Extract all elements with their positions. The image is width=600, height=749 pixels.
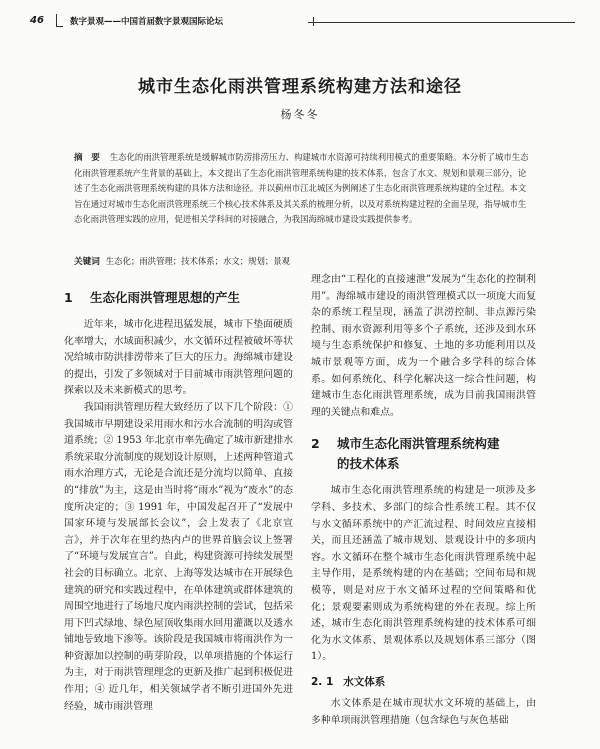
section-1-heading (64, 288, 293, 308)
abstract-text: 生态化的雨洪管理系统是缓解城市防涝排涝压力、构建城市水资源可持续利用模式的重要策略。本分析了城市生态化雨洪管理系统产生背景的基础上，本文提出了生态化雨洪管理系统构建的技术体系，包含了水文、规划和景观三部分，论述了生态化雨洪管理系统构建的具体方法和途径。并以蓟州市江北城区为例阐述了生态化雨洪管理系统构建的全过程。本文旨在通过对城市生态化雨洪管理系统三个核心技术体系及其关系的梳理分析，以及对系统构建过程的全面呈现，指导城市生态化雨洪管理实践的应用，促进相关学科间的对接融合，为我国海绵城市建设实践提供参考。 (74, 152, 529, 224)
header-tick (313, 17, 314, 26)
section-2-title-line1: 城市生态化雨洪管理系统构建 (337, 436, 500, 452)
keywords-text: 生态化；雨洪管理；技术体系；水文；规划；景观 (105, 256, 291, 266)
header-bracket (56, 14, 63, 27)
subsection-2-1-number: 2. 1 (311, 675, 334, 688)
section-2-heading (311, 434, 536, 474)
header-rule (308, 22, 575, 23)
right-column (311, 272, 536, 730)
page-number: 46 (30, 15, 44, 26)
subsection-2-1-paragraph: 水文体系是在城市现状水文环境的基础上，由多种单项雨洪管理措施（包含绿色与灰色基础 (311, 698, 536, 727)
section-1-title: 生态化雨洪管理思想的产生 (90, 290, 241, 305)
keywords (74, 255, 534, 267)
author: 杨冬冬 (280, 108, 320, 121)
abstract (74, 150, 534, 227)
subsection-2-1-title: 水文体系 (343, 675, 386, 688)
section-1-paragraph-1: 近年来，城市化进程迅猛发展，城市下垫面硬质化率增大，水域面积减少，水文循环过程被破坏等状况给城市防洪排涝带来了巨大的压力。海绵城市建设的提出，引发了多领域对于目前城市雨洪管理问题的探索以及未来新模式的思考。 (64, 319, 293, 397)
left-column (64, 317, 293, 715)
paper-title: 城市生态化雨洪管理系统构建方法和途径 (138, 77, 462, 97)
section-1-number: 1 (64, 290, 73, 305)
section-1-paragraph-2: 我国雨洪管理历程大致经历了以下几个阶段：① 我国城市早期建设采用雨水和污水合流制的明沟或管道系统；② 1953 年北京市率先确定了城市新建排水系统采取分流制度的规划设计原则，上述两种管道式雨水治理方式，无论是合流还是分流均以简单、直接的“排放”为主，这是由当时将“雨水”视为“废水”的态度所决定的；③ 1991 年，中国发起召开了“发展中国家环境与发展部长会议”，会上发表了《北京宣言》，并于次年在里约热内卢的世界首脑会议上签署了“环境与发展宣言”。自此，构建资源可持续发展型社会的目标确立。北京、上海等发达城市在开展绿色建筑的研究和实践过程中，在单体建筑或群体建筑的周围空地进行了场地尺度内雨洪控制的尝试，包括采用下凹式绿地、绿色屋顶收集雨水回用灌溉以及透水铺地등致地下渗等。该阶段是我国城市将雨洪作为一种资源加以控制的萌芽阶段，以单项措施的个体运行为主，对于雨洪管理理念的更新及推广起到积极促进作用；④ 近几年，相关领域学者不断引进国外先进经验，城市雨洪管理 (64, 401, 293, 712)
running-title: 数字景观——中国首届数字景观国际论坛 (70, 17, 224, 27)
section-2-number: 2 (311, 436, 320, 452)
subsection-2-1-heading (311, 674, 536, 691)
section-2-paragraph: 城市生态化雨洪管理系统的构建是一项涉及多学科、多技术、多部门的综合性系统工程。其不仅与水文循环系统中的产汇流过程、时间效应直接相关，而且还涵盖了城市规划、景观设计中的多项内容。水文循环在整个城市生态化雨洪管理系统中起主导作用，是系统构建的内在基础；空间布局和规模等，则是对应于水文循环过程的空间策略和优化；景观要素则成为系统构建的外在表现。综上所述，城市生态化雨洪管理系统构建的技术体系可细化为水文体系、景观体系以及规划体系三部分（图 1）。 (311, 485, 536, 663)
continuation-paragraph: 理念由“工程化的直接速泄”发展为“生态化的控制利用”。海绵城市建设的雨洪管理模式以一项庞大而复杂的系统工程呈现，涵盖了洪涝控制、非点源污染控制、雨水资源利用等多个子系统，还涉及到水环境与生态系统保护和修复、土地的多功能利用以及城市景观等方面，成为一个融合多学科的综合体系。如何系统化、科学化解决这一综合性问题，构建城市生态化雨洪管理系统，成为目前我国雨洪管理的关键点和难点。 (311, 274, 536, 418)
keywords-label: 关键词 (74, 257, 100, 267)
abstract-label: 摘 要 (74, 153, 100, 163)
running-header (30, 14, 575, 30)
section-2-title-line2: 的技术体系 (337, 456, 400, 472)
